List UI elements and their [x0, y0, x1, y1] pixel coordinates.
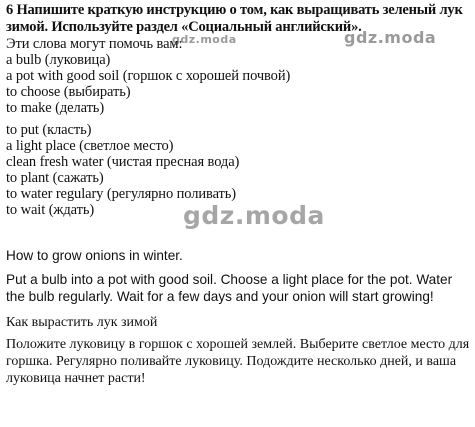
watermark-top-right: gdz.moda: [344, 28, 437, 47]
task-heading-line-2: зимой. Используйте раздел «Социальный английский».: [6, 19, 362, 35]
watermark-center: gdz.moda: [183, 201, 325, 230]
answer-title-en: How to grow onions in winter.: [6, 248, 183, 263]
vocab-item: to make (делать): [6, 100, 105, 116]
vocab-item: a bulb (луковица): [6, 52, 111, 68]
task-heading-line-1: 6 Напишите краткую инструкцию о том, как выращивать зеленый лук: [6, 2, 463, 18]
answer-text-ru: Положите луковицу в горшок с хорошей землей. Выберите светлое место для горшка. Регулярно поливайте луковицу. Подождите несколько дней, и ваша луковица начнет расти!: [6, 337, 470, 386]
vocab-item: clean fresh water (чистая пресная вода): [6, 154, 240, 170]
answer-text-en: Put a bulb into a pot with good soil. Choose a light place for the pot. Water the bulb regularly. Wait for a few days and your onion will start growing!: [6, 272, 453, 304]
vocab-item: to wait (ждать): [6, 202, 95, 218]
watermark-small: gdz.moda: [172, 33, 237, 46]
vocab-item: to choose (выбирать): [6, 84, 131, 100]
vocab-item: a pot with good soil (горшок с хорошей почвой): [6, 68, 291, 84]
vocab-item: to plant (сажать): [6, 170, 104, 186]
vocab-item: to put (класть): [6, 122, 92, 138]
answer-title-ru: Как вырастить лук зимой: [6, 315, 158, 330]
vocab-item: to water regulary (регулярно поливать): [6, 186, 237, 202]
vocab-item: a light place (светлое место): [6, 138, 174, 154]
hint-text: Эти слова могут помочь вам:: [6, 36, 183, 52]
